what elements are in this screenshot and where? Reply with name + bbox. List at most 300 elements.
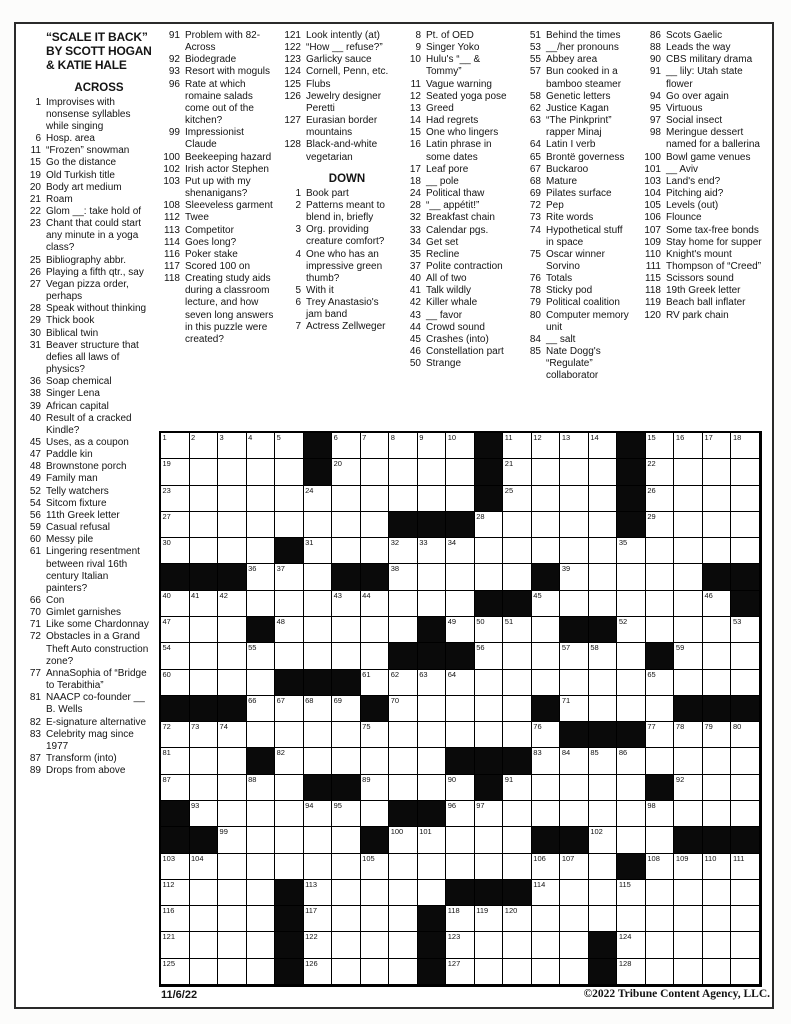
grid-cell-r5c13[interactable]	[503, 538, 532, 564]
grid-cell-r17c7[interactable]	[332, 854, 361, 880]
grid-cell-r19c17[interactable]	[617, 906, 646, 932]
grid-cell-r2c13[interactable]	[503, 459, 532, 485]
grid-cell-r7c1[interactable]	[161, 591, 190, 617]
grid-cell-r9c5[interactable]	[275, 643, 304, 669]
grid-cell-r12c2[interactable]	[190, 722, 219, 748]
grid-cell-r20c4[interactable]	[247, 932, 276, 958]
grid-cell-r8c7[interactable]	[332, 617, 361, 643]
grid-cell-r12c10[interactable]	[418, 722, 447, 748]
grid-cell-r19c13[interactable]	[503, 906, 532, 932]
grid-cell-r5c19[interactable]	[674, 538, 703, 564]
grid-cell-r11c13[interactable]	[503, 696, 532, 722]
grid-cell-r3c7[interactable]	[332, 486, 361, 512]
grid-cell-r14c9[interactable]	[389, 775, 418, 801]
grid-cell-r2c9[interactable]	[389, 459, 418, 485]
grid-cell-r1c14[interactable]	[532, 433, 561, 459]
grid-cell-r12c12[interactable]	[475, 722, 504, 748]
grid-cell-r3c2[interactable]	[190, 486, 219, 512]
grid-cell-r1c4[interactable]	[247, 433, 276, 459]
grid-cell-r7c19[interactable]	[674, 591, 703, 617]
grid-cell-r2c8[interactable]	[361, 459, 390, 485]
grid-cell-r1c18[interactable]	[646, 433, 675, 459]
grid-cell-r19c14[interactable]	[532, 906, 561, 932]
grid-cell-r8c6[interactable]	[304, 617, 333, 643]
grid-cell-r1c16[interactable]	[589, 433, 618, 459]
grid-cell-r8c2[interactable]	[190, 617, 219, 643]
grid-cell-r1c5[interactable]	[275, 433, 304, 459]
grid-cell-r5c18[interactable]	[646, 538, 675, 564]
grid-cell-r21c1[interactable]	[161, 959, 190, 985]
grid-cell-r12c5[interactable]	[275, 722, 304, 748]
grid-cell-r7c6[interactable]	[304, 591, 333, 617]
grid-cell-r19c19[interactable]	[674, 906, 703, 932]
grid-cell-r6c12[interactable]	[475, 564, 504, 590]
grid-cell-r18c2[interactable]	[190, 880, 219, 906]
grid-cell-r9c7[interactable]	[332, 643, 361, 669]
grid-cell-r2c4[interactable]	[247, 459, 276, 485]
grid-cell-r18c14[interactable]	[532, 880, 561, 906]
grid-cell-r6c11[interactable]	[446, 564, 475, 590]
grid-cell-r1c13[interactable]	[503, 433, 532, 459]
grid-cell-r4c18[interactable]	[646, 512, 675, 538]
grid-cell-r12c19[interactable]	[674, 722, 703, 748]
grid-cell-r2c16[interactable]	[589, 459, 618, 485]
grid-cell-r13c20[interactable]	[703, 748, 732, 774]
grid-cell-r11c10[interactable]	[418, 696, 447, 722]
grid-cell-r8c19[interactable]	[674, 617, 703, 643]
grid-cell-r21c4[interactable]	[247, 959, 276, 985]
grid-cell-r18c18[interactable]	[646, 880, 675, 906]
grid-cell-r15c3[interactable]	[218, 801, 247, 827]
grid-cell-r10c3[interactable]	[218, 670, 247, 696]
grid-cell-r6c5[interactable]	[275, 564, 304, 590]
grid-cell-r9c13[interactable]	[503, 643, 532, 669]
grid-cell-r13c7[interactable]	[332, 748, 361, 774]
grid-cell-r2c15[interactable]	[560, 459, 589, 485]
grid-cell-r12c3[interactable]	[218, 722, 247, 748]
grid-cell-r2c3[interactable]	[218, 459, 247, 485]
grid-cell-r20c19[interactable]	[674, 932, 703, 958]
grid-cell-r2c10[interactable]	[418, 459, 447, 485]
grid-cell-r21c14[interactable]	[532, 959, 561, 985]
grid-cell-r21c12[interactable]	[475, 959, 504, 985]
grid-cell-r20c3[interactable]	[218, 932, 247, 958]
grid-cell-r14c4[interactable]	[247, 775, 276, 801]
grid-cell-r2c7[interactable]	[332, 459, 361, 485]
grid-cell-r20c2[interactable]	[190, 932, 219, 958]
grid-cell-r9c15[interactable]	[560, 643, 589, 669]
grid-cell-r5c1[interactable]	[161, 538, 190, 564]
grid-cell-r7c8[interactable]	[361, 591, 390, 617]
grid-cell-r17c4[interactable]	[247, 854, 276, 880]
grid-cell-r19c21[interactable]	[731, 906, 760, 932]
grid-cell-r19c2[interactable]	[190, 906, 219, 932]
grid-cell-r20c15[interactable]	[560, 932, 589, 958]
grid-cell-r7c2[interactable]	[190, 591, 219, 617]
grid-cell-r12c13[interactable]	[503, 722, 532, 748]
grid-cell-r8c12[interactable]	[475, 617, 504, 643]
grid-cell-r11c9[interactable]	[389, 696, 418, 722]
grid-cell-r18c10[interactable]	[418, 880, 447, 906]
grid-cell-r12c11[interactable]	[446, 722, 475, 748]
grid-cell-r4c1[interactable]	[161, 512, 190, 538]
grid-cell-r3c20[interactable]	[703, 486, 732, 512]
grid-cell-r9c14[interactable]	[532, 643, 561, 669]
grid-cell-r20c12[interactable]	[475, 932, 504, 958]
grid-cell-r15c12[interactable]	[475, 801, 504, 827]
grid-cell-r9c16[interactable]	[589, 643, 618, 669]
grid-cell-r3c18[interactable]	[646, 486, 675, 512]
grid-cell-r8c9[interactable]	[389, 617, 418, 643]
grid-cell-r15c8[interactable]	[361, 801, 390, 827]
grid-cell-r14c14[interactable]	[532, 775, 561, 801]
grid-cell-r7c18[interactable]	[646, 591, 675, 617]
grid-cell-r5c10[interactable]	[418, 538, 447, 564]
grid-cell-r8c20[interactable]	[703, 617, 732, 643]
grid-cell-r11c6[interactable]	[304, 696, 333, 722]
grid-cell-r5c11[interactable]	[446, 538, 475, 564]
grid-cell-r18c9[interactable]	[389, 880, 418, 906]
grid-cell-r14c21[interactable]	[731, 775, 760, 801]
grid-cell-r14c2[interactable]	[190, 775, 219, 801]
grid-cell-r5c4[interactable]	[247, 538, 276, 564]
grid-cell-r4c21[interactable]	[731, 512, 760, 538]
grid-cell-r9c19[interactable]	[674, 643, 703, 669]
grid-cell-r6c10[interactable]	[418, 564, 447, 590]
grid-cell-r16c13[interactable]	[503, 827, 532, 853]
grid-cell-r1c3[interactable]	[218, 433, 247, 459]
grid-cell-r5c8[interactable]	[361, 538, 390, 564]
grid-cell-r1c1[interactable]	[161, 433, 190, 459]
grid-cell-r14c17[interactable]	[617, 775, 646, 801]
grid-cell-r19c12[interactable]	[475, 906, 504, 932]
grid-cell-r17c12[interactable]	[475, 854, 504, 880]
grid-cell-r10c12[interactable]	[475, 670, 504, 696]
grid-cell-r5c15[interactable]	[560, 538, 589, 564]
grid-cell-r1c7[interactable]	[332, 433, 361, 459]
grid-cell-r16c18[interactable]	[646, 827, 675, 853]
grid-cell-r21c21[interactable]	[731, 959, 760, 985]
grid-cell-r15c21[interactable]	[731, 801, 760, 827]
grid-cell-r21c15[interactable]	[560, 959, 589, 985]
grid-cell-r3c19[interactable]	[674, 486, 703, 512]
grid-cell-r20c13[interactable]	[503, 932, 532, 958]
grid-cell-r12c18[interactable]	[646, 722, 675, 748]
grid-cell-r20c9[interactable]	[389, 932, 418, 958]
grid-cell-r11c15[interactable]	[560, 696, 589, 722]
grid-cell-r13c3[interactable]	[218, 748, 247, 774]
grid-cell-r4c15[interactable]	[560, 512, 589, 538]
grid-cell-r16c4[interactable]	[247, 827, 276, 853]
grid-cell-r14c19[interactable]	[674, 775, 703, 801]
grid-cell-r14c15[interactable]	[560, 775, 589, 801]
grid-cell-r10c16[interactable]	[589, 670, 618, 696]
grid-cell-r18c17[interactable]	[617, 880, 646, 906]
grid-cell-r15c6[interactable]	[304, 801, 333, 827]
grid-cell-r16c16[interactable]	[589, 827, 618, 853]
grid-cell-r17c1[interactable]	[161, 854, 190, 880]
grid-cell-r19c9[interactable]	[389, 906, 418, 932]
grid-cell-r17c9[interactable]	[389, 854, 418, 880]
grid-cell-r13c16[interactable]	[589, 748, 618, 774]
grid-cell-r15c16[interactable]	[589, 801, 618, 827]
grid-cell-r20c6[interactable]	[304, 932, 333, 958]
grid-cell-r20c11[interactable]	[446, 932, 475, 958]
grid-cell-r8c1[interactable]	[161, 617, 190, 643]
grid-cell-r1c8[interactable]	[361, 433, 390, 459]
grid-cell-r18c4[interactable]	[247, 880, 276, 906]
grid-cell-r9c8[interactable]	[361, 643, 390, 669]
grid-cell-r17c11[interactable]	[446, 854, 475, 880]
grid-cell-r13c17[interactable]	[617, 748, 646, 774]
grid-cell-r17c21[interactable]	[731, 854, 760, 880]
grid-cell-r20c17[interactable]	[617, 932, 646, 958]
grid-cell-r21c3[interactable]	[218, 959, 247, 985]
grid-cell-r19c4[interactable]	[247, 906, 276, 932]
grid-cell-r14c10[interactable]	[418, 775, 447, 801]
grid-cell-r14c8[interactable]	[361, 775, 390, 801]
grid-cell-r1c15[interactable]	[560, 433, 589, 459]
grid-cell-r15c2[interactable]	[190, 801, 219, 827]
grid-cell-r19c16[interactable]	[589, 906, 618, 932]
grid-cell-r9c3[interactable]	[218, 643, 247, 669]
grid-cell-r20c7[interactable]	[332, 932, 361, 958]
grid-cell-r11c17[interactable]	[617, 696, 646, 722]
grid-cell-r19c20[interactable]	[703, 906, 732, 932]
grid-cell-r12c20[interactable]	[703, 722, 732, 748]
grid-cell-r7c16[interactable]	[589, 591, 618, 617]
grid-cell-r17c18[interactable]	[646, 854, 675, 880]
grid-cell-r20c14[interactable]	[532, 932, 561, 958]
grid-cell-r4c14[interactable]	[532, 512, 561, 538]
grid-cell-r10c2[interactable]	[190, 670, 219, 696]
grid-cell-r14c1[interactable]	[161, 775, 190, 801]
grid-cell-r5c2[interactable]	[190, 538, 219, 564]
grid-cell-r7c7[interactable]	[332, 591, 361, 617]
grid-cell-r9c2[interactable]	[190, 643, 219, 669]
grid-cell-r9c20[interactable]	[703, 643, 732, 669]
grid-cell-r12c14[interactable]	[532, 722, 561, 748]
grid-cell-r17c10[interactable]	[418, 854, 447, 880]
grid-cell-r14c5[interactable]	[275, 775, 304, 801]
grid-cell-r1c2[interactable]	[190, 433, 219, 459]
grid-cell-r17c5[interactable]	[275, 854, 304, 880]
grid-cell-r21c9[interactable]	[389, 959, 418, 985]
grid-cell-r14c11[interactable]	[446, 775, 475, 801]
grid-cell-r2c18[interactable]	[646, 459, 675, 485]
grid-cell-r18c6[interactable]	[304, 880, 333, 906]
grid-cell-r4c16[interactable]	[589, 512, 618, 538]
grid-cell-r15c7[interactable]	[332, 801, 361, 827]
grid-cell-r17c2[interactable]	[190, 854, 219, 880]
grid-cell-r7c20[interactable]	[703, 591, 732, 617]
grid-cell-r6c6[interactable]	[304, 564, 333, 590]
grid-cell-r10c19[interactable]	[674, 670, 703, 696]
grid-cell-r18c3[interactable]	[218, 880, 247, 906]
grid-cell-r3c14[interactable]	[532, 486, 561, 512]
grid-cell-r11c5[interactable]	[275, 696, 304, 722]
grid-cell-r3c11[interactable]	[446, 486, 475, 512]
grid-cell-r2c1[interactable]	[161, 459, 190, 485]
grid-cell-r15c11[interactable]	[446, 801, 475, 827]
grid-cell-r19c1[interactable]	[161, 906, 190, 932]
grid-cell-r7c17[interactable]	[617, 591, 646, 617]
grid-cell-r3c16[interactable]	[589, 486, 618, 512]
grid-cell-r16c17[interactable]	[617, 827, 646, 853]
grid-cell-r13c15[interactable]	[560, 748, 589, 774]
grid-cell-r12c7[interactable]	[332, 722, 361, 748]
grid-cell-r4c13[interactable]	[503, 512, 532, 538]
grid-cell-r4c7[interactable]	[332, 512, 361, 538]
grid-cell-r15c20[interactable]	[703, 801, 732, 827]
grid-cell-r17c8[interactable]	[361, 854, 390, 880]
grid-cell-r13c2[interactable]	[190, 748, 219, 774]
grid-cell-r6c16[interactable]	[589, 564, 618, 590]
grid-cell-r1c19[interactable]	[674, 433, 703, 459]
grid-cell-r16c12[interactable]	[475, 827, 504, 853]
grid-cell-r1c21[interactable]	[731, 433, 760, 459]
grid-cell-r7c15[interactable]	[560, 591, 589, 617]
grid-cell-r10c18[interactable]	[646, 670, 675, 696]
grid-cell-r5c21[interactable]	[731, 538, 760, 564]
grid-cell-r2c11[interactable]	[446, 459, 475, 485]
grid-cell-r20c1[interactable]	[161, 932, 190, 958]
grid-cell-r10c1[interactable]	[161, 670, 190, 696]
grid-cell-r7c3[interactable]	[218, 591, 247, 617]
grid-cell-r3c3[interactable]	[218, 486, 247, 512]
grid-cell-r3c5[interactable]	[275, 486, 304, 512]
grid-cell-r15c15[interactable]	[560, 801, 589, 827]
grid-cell-r17c6[interactable]	[304, 854, 333, 880]
grid-cell-r5c12[interactable]	[475, 538, 504, 564]
grid-cell-r12c6[interactable]	[304, 722, 333, 748]
grid-cell-r6c4[interactable]	[247, 564, 276, 590]
grid-cell-r17c19[interactable]	[674, 854, 703, 880]
grid-cell-r12c4[interactable]	[247, 722, 276, 748]
grid-cell-r13c9[interactable]	[389, 748, 418, 774]
grid-cell-r21c6[interactable]	[304, 959, 333, 985]
grid-cell-r21c11[interactable]	[446, 959, 475, 985]
grid-cell-r5c7[interactable]	[332, 538, 361, 564]
grid-cell-r13c1[interactable]	[161, 748, 190, 774]
grid-cell-r3c10[interactable]	[418, 486, 447, 512]
grid-cell-r8c14[interactable]	[532, 617, 561, 643]
grid-cell-r10c8[interactable]	[361, 670, 390, 696]
grid-cell-r19c3[interactable]	[218, 906, 247, 932]
grid-cell-r18c20[interactable]	[703, 880, 732, 906]
grid-cell-r3c8[interactable]	[361, 486, 390, 512]
grid-cell-r17c16[interactable]	[589, 854, 618, 880]
grid-cell-r8c8[interactable]	[361, 617, 390, 643]
grid-cell-r19c7[interactable]	[332, 906, 361, 932]
grid-cell-r4c3[interactable]	[218, 512, 247, 538]
grid-cell-r18c1[interactable]	[161, 880, 190, 906]
grid-cell-r16c5[interactable]	[275, 827, 304, 853]
grid-cell-r9c12[interactable]	[475, 643, 504, 669]
grid-cell-r16c3[interactable]	[218, 827, 247, 853]
grid-cell-r19c11[interactable]	[446, 906, 475, 932]
grid-cell-r12c1[interactable]	[161, 722, 190, 748]
grid-cell-r15c5[interactable]	[275, 801, 304, 827]
grid-cell-r4c12[interactable]	[475, 512, 504, 538]
grid-cell-r8c5[interactable]	[275, 617, 304, 643]
grid-cell-r15c14[interactable]	[532, 801, 561, 827]
grid-cell-r5c14[interactable]	[532, 538, 561, 564]
grid-cell-r12c9[interactable]	[389, 722, 418, 748]
grid-cell-r21c20[interactable]	[703, 959, 732, 985]
grid-cell-r21c17[interactable]	[617, 959, 646, 985]
grid-cell-r16c6[interactable]	[304, 827, 333, 853]
grid-cell-r2c2[interactable]	[190, 459, 219, 485]
grid-cell-r10c9[interactable]	[389, 670, 418, 696]
grid-cell-r11c16[interactable]	[589, 696, 618, 722]
grid-cell-r10c21[interactable]	[731, 670, 760, 696]
grid-cell-r21c8[interactable]	[361, 959, 390, 985]
grid-cell-r11c12[interactable]	[475, 696, 504, 722]
grid-cell-r13c6[interactable]	[304, 748, 333, 774]
grid-cell-r14c20[interactable]	[703, 775, 732, 801]
grid-cell-r1c20[interactable]	[703, 433, 732, 459]
grid-cell-r13c19[interactable]	[674, 748, 703, 774]
grid-cell-r2c21[interactable]	[731, 459, 760, 485]
grid-cell-r10c4[interactable]	[247, 670, 276, 696]
grid-cell-r10c15[interactable]	[560, 670, 589, 696]
grid-cell-r15c4[interactable]	[247, 801, 276, 827]
grid-cell-r21c13[interactable]	[503, 959, 532, 985]
grid-cell-r17c13[interactable]	[503, 854, 532, 880]
grid-cell-r5c9[interactable]	[389, 538, 418, 564]
grid-cell-r8c13[interactable]	[503, 617, 532, 643]
grid-cell-r14c16[interactable]	[589, 775, 618, 801]
grid-cell-r20c21[interactable]	[731, 932, 760, 958]
grid-cell-r10c14[interactable]	[532, 670, 561, 696]
grid-cell-r17c14[interactable]	[532, 854, 561, 880]
grid-cell-r19c6[interactable]	[304, 906, 333, 932]
grid-cell-r3c13[interactable]	[503, 486, 532, 512]
grid-cell-r17c3[interactable]	[218, 854, 247, 880]
grid-cell-r16c7[interactable]	[332, 827, 361, 853]
grid-cell-r1c11[interactable]	[446, 433, 475, 459]
grid-cell-r4c5[interactable]	[275, 512, 304, 538]
grid-cell-r3c9[interactable]	[389, 486, 418, 512]
grid-cell-r1c9[interactable]	[389, 433, 418, 459]
grid-cell-r4c19[interactable]	[674, 512, 703, 538]
grid-cell-r4c6[interactable]	[304, 512, 333, 538]
grid-cell-r6c19[interactable]	[674, 564, 703, 590]
grid-cell-r5c6[interactable]	[304, 538, 333, 564]
grid-cell-r20c8[interactable]	[361, 932, 390, 958]
grid-cell-r16c11[interactable]	[446, 827, 475, 853]
grid-cell-r4c8[interactable]	[361, 512, 390, 538]
grid-cell-r21c18[interactable]	[646, 959, 675, 985]
grid-cell-r2c5[interactable]	[275, 459, 304, 485]
grid-cell-r7c14[interactable]	[532, 591, 561, 617]
grid-cell-r13c5[interactable]	[275, 748, 304, 774]
grid-cell-r8c18[interactable]	[646, 617, 675, 643]
grid-cell-r18c19[interactable]	[674, 880, 703, 906]
grid-cell-r11c4[interactable]	[247, 696, 276, 722]
grid-cell-r20c18[interactable]	[646, 932, 675, 958]
grid-cell-r8c21[interactable]	[731, 617, 760, 643]
grid-cell-r4c20[interactable]	[703, 512, 732, 538]
grid-cell-r13c21[interactable]	[731, 748, 760, 774]
grid-cell-r21c19[interactable]	[674, 959, 703, 985]
grid-cell-r14c3[interactable]	[218, 775, 247, 801]
grid-cell-r6c18[interactable]	[646, 564, 675, 590]
grid-cell-r3c1[interactable]	[161, 486, 190, 512]
grid-cell-r7c4[interactable]	[247, 591, 276, 617]
grid-cell-r2c14[interactable]	[532, 459, 561, 485]
